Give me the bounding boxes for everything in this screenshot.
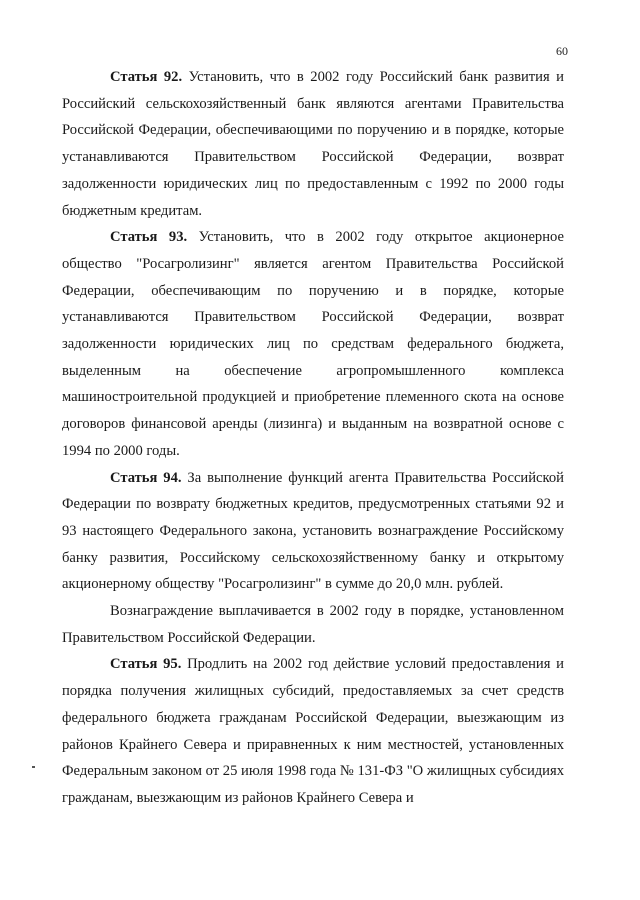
article-94-heading: Статья 94. xyxy=(110,469,182,486)
remuneration-text: Вознаграждение выплачивается в 2002 году в порядке, установленном Правительством Российской Федерации. xyxy=(62,603,564,646)
page-number: 60 xyxy=(556,44,568,58)
article-94-paragraph xyxy=(62,465,564,599)
article-94-text: За выполнение функций агента Правительства Российской Федерации по возврату бюджетных кредитов, предусмотренных статьями 92 и 93 настоящего Федерального закона, установить вознаграждение Российскому банку развития, Российскому сельскохозяйственному банку и открытому акционерному обществу "Росагролизинг" в сумме до 20,0 млн. рублей. xyxy=(62,469,564,593)
remuneration-paragraph xyxy=(62,598,564,651)
article-92-heading: Статья 92. xyxy=(110,69,183,85)
article-95-paragraph xyxy=(62,651,564,811)
scan-margin-mark xyxy=(32,766,35,768)
article-93-text: Установить, что в 2002 году открытое акционерное общество "Росагролизинг" является агентом Правительства Российской Федерации, обеспечивающим по поручению и в порядке, которые устанавливаются Правительством Российской Федерации, возврат задолженности юридических лиц по средствам федерального бюджета, выделенным на обеспечение агропромышленного комплекса машиностроительной продукцией и приобретение племенного скота на основе договоров финансовой аренды (лизинга) и выданным на возвратной основе с 1994 по 2000 годы. xyxy=(62,229,564,459)
document-body xyxy=(62,64,564,812)
article-95-text: Продлить на 2002 год действие условий предоставления и порядка получения жилищных субсидий, предоставляемых за счет средств федерального бюджета гражданам Российской Федерации, выезжающим из районов Крайнего Севера и приравненных к ним местностей, установленных Федеральным законом от 25 июля 1998 года № 131-ФЗ "О жилищных субсидиях гражданам, выезжающим из районов Крайнего Севера и xyxy=(62,656,564,806)
article-92-text: Установить, что в 2002 году Российский банк развития и Российский сельскохозяйственный банк являются агентами Правительства Российской Федерации, обеспечивающими по поручению и в порядке, которые устанавливаются Правительством Российской Федерации, возврат задолженности юридических лиц по предоставленным с 1992 по 2000 годы бюджетным кредитам. xyxy=(62,69,564,219)
article-93-heading: Статья 93. xyxy=(110,229,188,246)
article-92-paragraph xyxy=(62,64,564,224)
article-95-heading: Статья 95. xyxy=(110,656,182,673)
article-93-paragraph xyxy=(62,224,564,464)
